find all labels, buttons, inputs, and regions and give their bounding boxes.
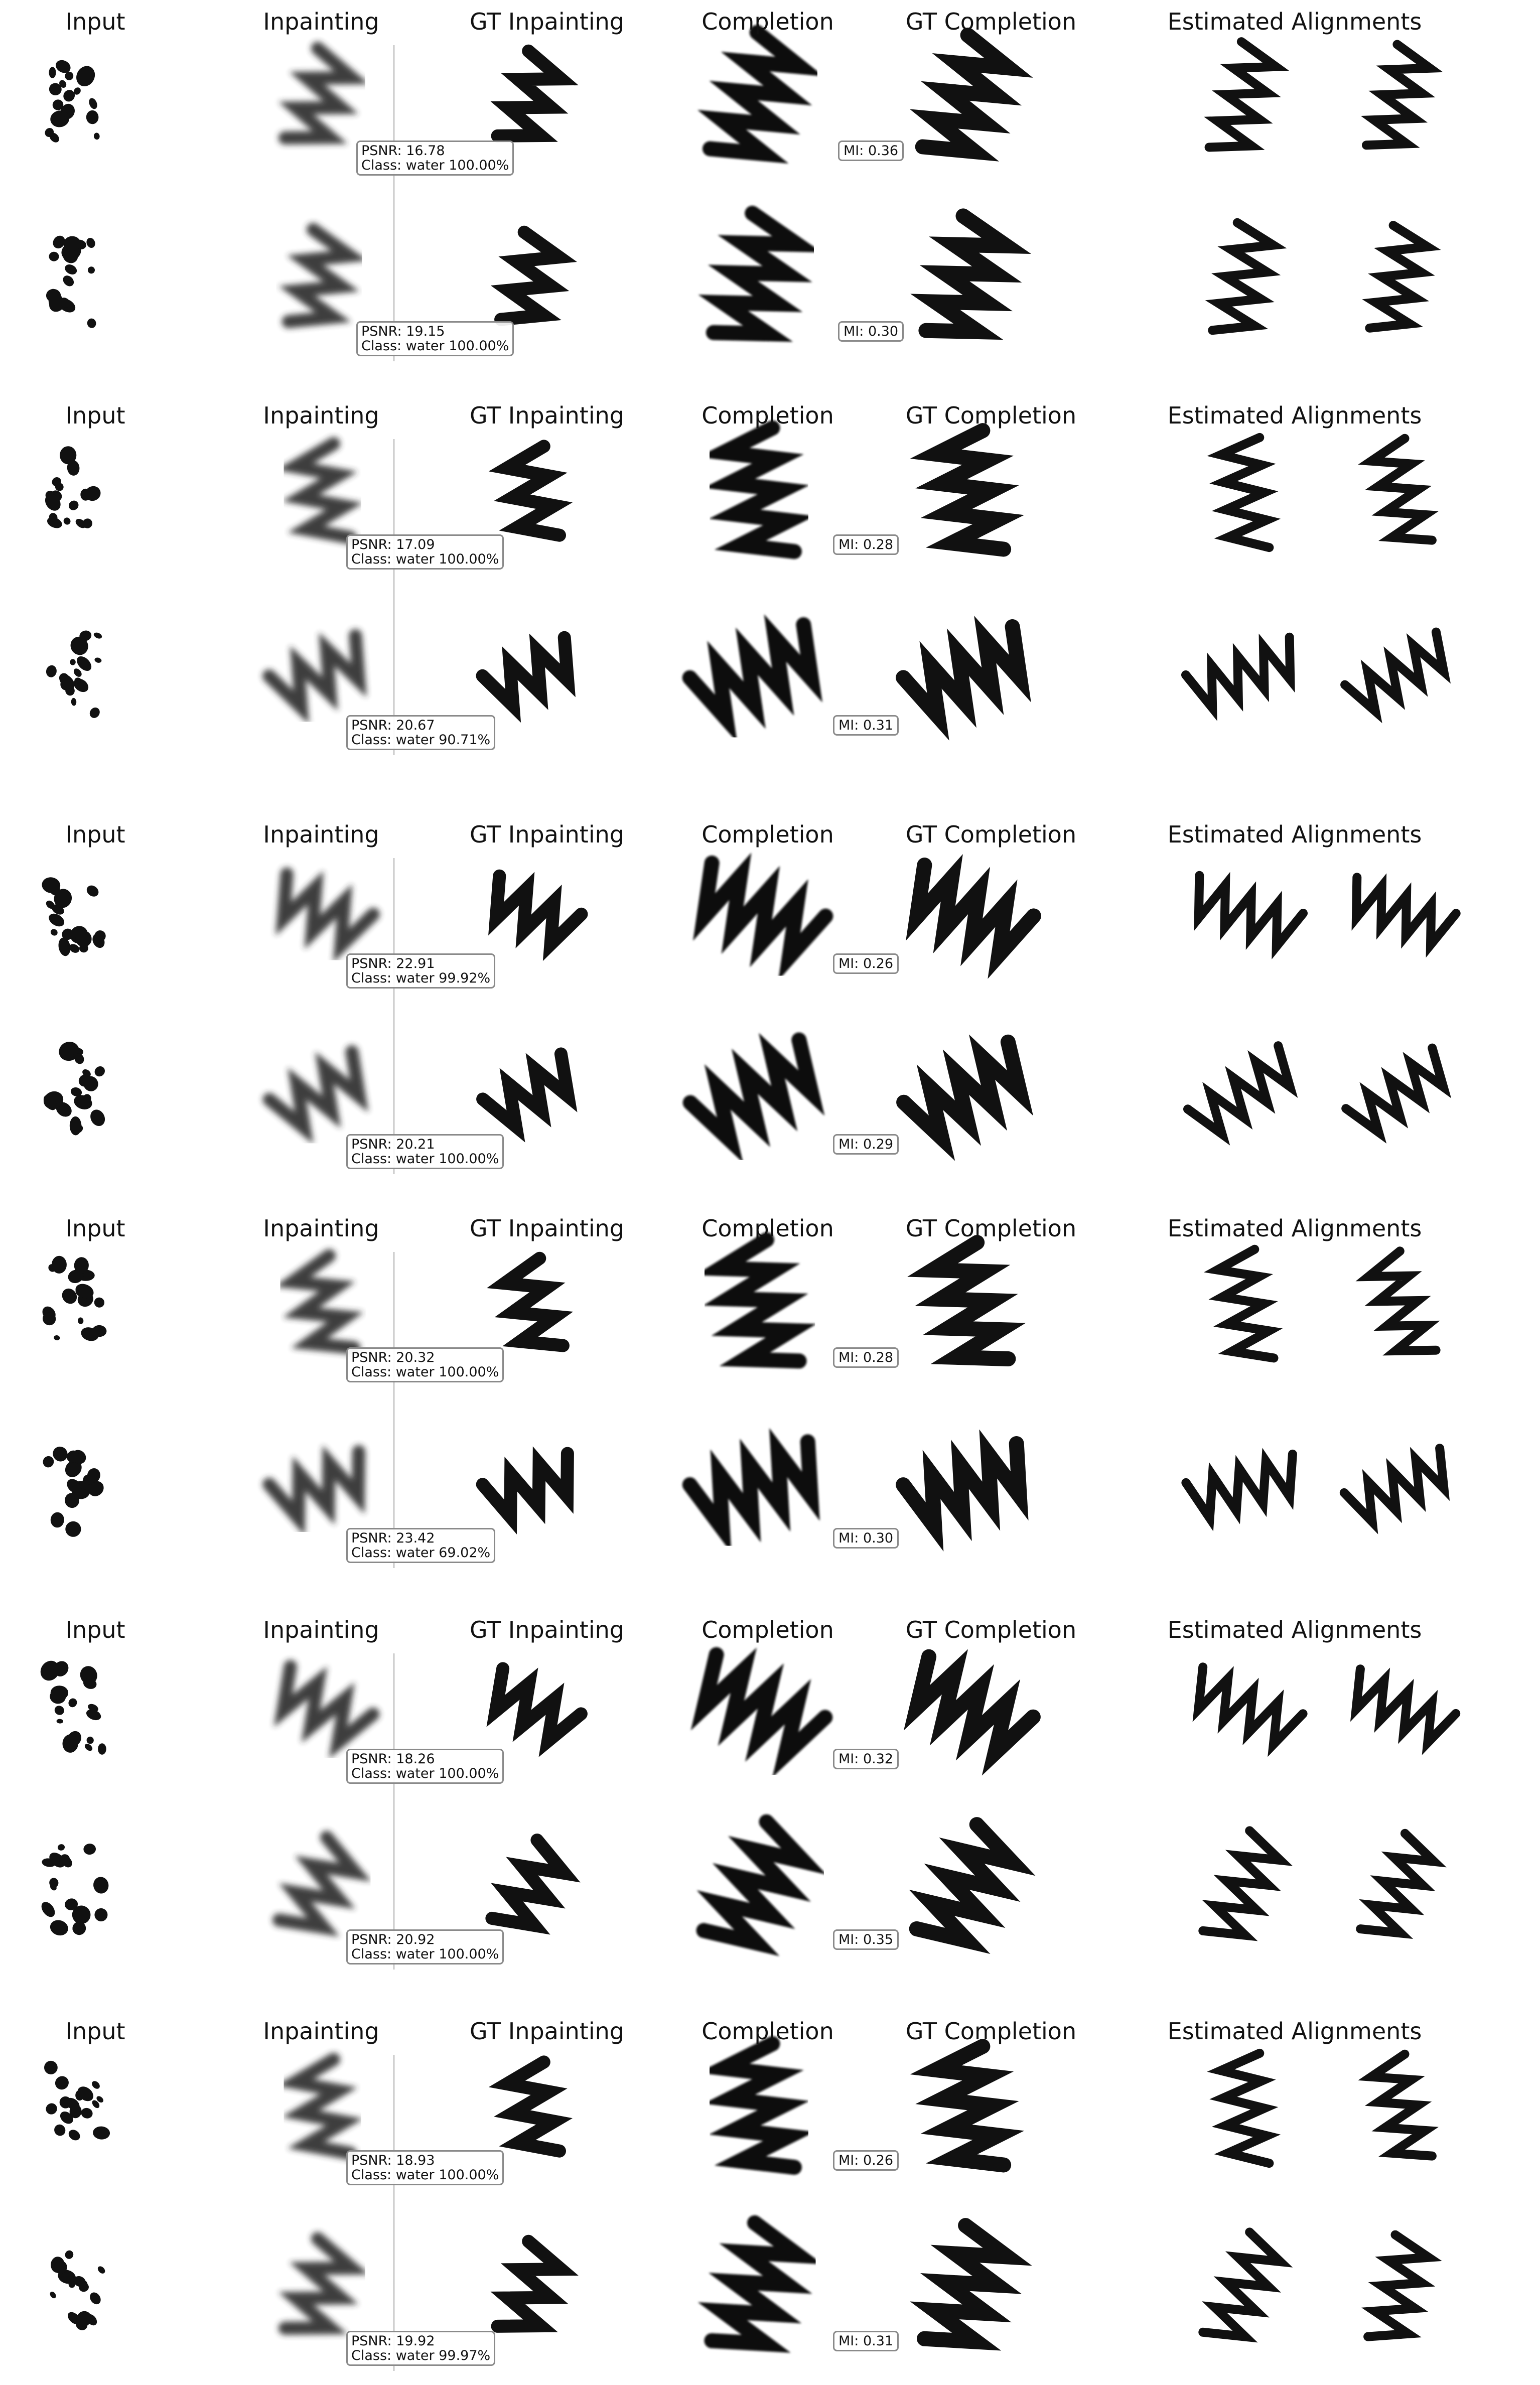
psnr-class-label: [346, 1929, 504, 1965]
gt-completion-shape: [917, 1825, 1013, 1941]
psnr-value: PSNR: 18.93: [351, 2153, 435, 2168]
inpainting-shape: [289, 229, 350, 322]
completion-shape: [704, 1822, 804, 1943]
heading-input: Input: [65, 402, 125, 429]
psnr-value: PSNR: 20.67: [351, 718, 435, 733]
class-value: Class: water 99.97%: [351, 2348, 491, 2364]
alignment-overlay: [1371, 439, 1432, 540]
input-fragments: [42, 446, 103, 530]
psnr-class-label: [346, 2150, 504, 2185]
heading-inpainting: Inpainting: [263, 1616, 379, 1643]
psnr-value: PSNR: 20.32: [351, 1350, 435, 1365]
mi-label: [833, 1749, 899, 1769]
alignment-overlay: [1217, 1249, 1274, 1358]
alignment-overlay: [1186, 1454, 1293, 1518]
gt-completion-shape: [903, 1444, 1020, 1527]
alignment-overlay: [1369, 225, 1427, 328]
mi-value: MI: 0.28: [838, 537, 894, 552]
completion-shape: [704, 1655, 825, 1755]
mi-label: [833, 715, 899, 736]
mi-label: [838, 321, 904, 342]
heading-gt-completion: GT Completion: [905, 402, 1077, 429]
heading-gt-completion: GT Completion: [905, 8, 1077, 35]
inpainting-shape: [284, 874, 373, 946]
heading-gt-completion: GT Completion: [905, 2018, 1077, 2045]
inpainting-shape: [269, 1052, 359, 1128]
heading-gt-completion: GT Completion: [905, 821, 1077, 848]
completion-shape: [724, 2044, 794, 2167]
psnr-value: PSNR: 16.78: [361, 143, 445, 159]
heading-input: Input: [65, 2018, 125, 2045]
gt-inpainting-shape: [492, 1840, 564, 1925]
gt-inpainting-shape: [507, 2062, 559, 2151]
heading-input: Input: [65, 8, 125, 35]
gt-completion-shape: [926, 216, 1006, 332]
completion-shape: [690, 1442, 811, 1528]
heading-completion: Completion: [702, 821, 834, 848]
class-value: Class: water 100.00%: [361, 338, 509, 354]
completion-shape: [690, 625, 811, 719]
psnr-value: PSNR: 20.21: [351, 1137, 435, 1152]
input-fragments: [37, 1657, 106, 1754]
inpainting-shape: [279, 1838, 355, 1927]
gt-inpainting-shape: [496, 876, 582, 944]
psnr-value: PSNR: 22.91: [351, 956, 435, 971]
heading-input: Input: [65, 1215, 125, 1242]
gt-inpainting-shape: [483, 1454, 568, 1517]
psnr-class-label: [346, 1134, 504, 1169]
input-fragments: [39, 1843, 110, 1937]
psnr-value: PSNR: 18.26: [351, 1751, 435, 1767]
class-value: Class: water 100.00%: [351, 1151, 499, 1167]
alignment-overlay: [1212, 223, 1273, 330]
alignment-overlay: [1346, 1048, 1443, 1133]
alignment-overlay: [1356, 877, 1456, 944]
completion-shape: [704, 863, 825, 957]
heading-gt-completion: GT Completion: [905, 1616, 1077, 1643]
heading-alignments: Estimated Alignments: [1167, 402, 1422, 429]
alignment-overlay: [1345, 632, 1444, 712]
heading-alignments: Estimated Alignments: [1167, 821, 1422, 848]
mi-label: [833, 1929, 899, 1950]
gt-completion-shape: [936, 431, 1004, 549]
heading-alignments: Estimated Alignments: [1167, 1616, 1422, 1643]
psnr-class-label: [356, 141, 514, 176]
alignment-overlay: [1371, 2054, 1432, 2156]
gt-completion-shape: [923, 35, 1009, 152]
class-value: Class: water 100.00%: [351, 1364, 499, 1380]
gt-inpainting-shape: [505, 1258, 563, 1346]
input-fragments: [49, 2249, 106, 2333]
psnr-class-label: [346, 1749, 504, 1784]
alignment-overlay: [1368, 1251, 1436, 1351]
heading-input: Input: [65, 821, 125, 848]
psnr-value: PSNR: 23.42: [351, 1530, 435, 1546]
alignment-overlay: [1199, 876, 1303, 946]
psnr-class-label: [346, 715, 495, 750]
mi-label: [833, 2150, 899, 2171]
heading-input: Input: [65, 1616, 125, 1643]
heading-inpainting: Inpainting: [263, 8, 379, 35]
alignment-overlay: [1360, 1834, 1434, 1933]
alignment-overlay: [1221, 438, 1269, 547]
heading-inpainting: Inpainting: [263, 402, 379, 429]
class-value: Class: water 100.00%: [351, 1946, 499, 1962]
gt-completion-shape: [917, 865, 1034, 955]
heading-gt-inpainting: GT Inpainting: [470, 402, 624, 429]
mi-label: [833, 534, 899, 555]
gt-completion-shape: [904, 1042, 1020, 1139]
gt-inpainting-shape: [496, 1668, 581, 1741]
mi-label: [833, 1528, 899, 1549]
gt-inpainting-shape: [501, 232, 559, 320]
inpainting-shape: [269, 636, 359, 708]
alignment-overlay: [1356, 1669, 1456, 1743]
class-value: Class: water 100.00%: [351, 1766, 499, 1782]
heading-gt-inpainting: GT Inpainting: [470, 8, 624, 35]
alignment-overlay: [1344, 1448, 1444, 1522]
heading-completion: Completion: [702, 1215, 834, 1242]
completion-shape: [710, 33, 799, 154]
psnr-value: PSNR: 20.92: [351, 1932, 435, 1947]
mi-label: [833, 1134, 899, 1155]
mi-value: MI: 0.31: [838, 2333, 894, 2349]
gt-completion-shape: [917, 1657, 1033, 1753]
gt-inpainting-shape: [498, 2241, 562, 2326]
alignment-overlay: [1209, 42, 1276, 147]
mi-label: [833, 953, 899, 974]
class-value: Class: water 100.00%: [361, 158, 509, 174]
psnr-class-label: [346, 2331, 495, 2366]
psnr-class-label: [346, 953, 495, 989]
completion-shape: [724, 428, 794, 551]
psnr-class-label: [356, 321, 514, 356]
mi-value: MI: 0.29: [838, 1137, 894, 1152]
heading-gt-inpainting: GT Inpainting: [470, 1215, 624, 1242]
input-fragments: [43, 2059, 110, 2143]
gt-completion-shape: [924, 2225, 1008, 2342]
psnr-class-label: [346, 1347, 504, 1382]
heading-completion: Completion: [702, 1616, 834, 1643]
input-fragments: [40, 1256, 107, 1343]
class-value: Class: water 69.02%: [351, 1545, 491, 1561]
alignment-overlay: [1203, 1831, 1280, 1935]
heading-alignments: Estimated Alignments: [1167, 8, 1422, 35]
psnr-value: PSNR: 19.15: [361, 324, 445, 339]
completion-shape: [690, 1040, 812, 1140]
gt-inpainting-shape: [483, 638, 568, 706]
psnr-value: PSNR: 19.92: [351, 2333, 435, 2349]
gt-completion-shape: [936, 2046, 1004, 2165]
mi-value: MI: 0.26: [838, 956, 894, 971]
class-value: Class: water 90.71%: [351, 732, 491, 748]
heading-alignments: Estimated Alignments: [1167, 2018, 1422, 2045]
heading-gt-inpainting: GT Inpainting: [470, 1616, 624, 1643]
mi-value: MI: 0.31: [838, 718, 894, 733]
mi-value: MI: 0.36: [844, 143, 899, 159]
heading-gt-inpainting: GT Inpainting: [470, 2018, 624, 2045]
mi-value: MI: 0.30: [844, 324, 899, 339]
gt-inpainting-shape: [498, 51, 562, 136]
inpainting-shape: [295, 444, 350, 537]
psnr-class-label: [346, 1528, 495, 1563]
gt-inpainting-shape: [483, 1054, 568, 1126]
mi-label: [833, 1347, 899, 1368]
alignment-overlay: [1366, 45, 1430, 146]
mi-value: MI: 0.28: [838, 1350, 894, 1365]
class-value: Class: water 100.00%: [351, 551, 499, 568]
gt-completion-shape: [903, 627, 1020, 717]
psnr-class-label: [346, 534, 504, 570]
class-value: Class: water 99.92%: [351, 970, 491, 987]
heading-completion: Completion: [702, 402, 834, 429]
heading-inpainting: Inpainting: [263, 821, 379, 848]
heading-completion: Completion: [702, 8, 834, 35]
inpainting-shape: [293, 1255, 354, 1348]
inpainting-shape: [269, 1452, 359, 1518]
heading-inpainting: Inpainting: [263, 1215, 379, 1242]
inpainting-shape: [283, 1666, 373, 1743]
input-fragments: [45, 629, 103, 720]
completion-shape: [721, 1240, 799, 1361]
heading-inpainting: Inpainting: [263, 2018, 379, 2045]
gt-inpainting-shape: [507, 446, 559, 535]
input-fragments: [46, 233, 97, 329]
alignment-overlay: [1188, 1046, 1290, 1134]
completion-shape: [714, 213, 797, 334]
mi-value: MI: 0.35: [838, 1932, 894, 1947]
alignment-overlay: [1221, 2053, 1269, 2163]
mi-value: MI: 0.32: [838, 1751, 894, 1767]
class-value: Class: water 100.00%: [351, 2167, 499, 2183]
inpainting-shape: [285, 48, 352, 138]
heading-completion: Completion: [702, 2018, 834, 2045]
alignment-overlay: [1368, 2235, 1429, 2337]
mi-value: MI: 0.30: [838, 1530, 894, 1546]
psnr-value: PSNR: 17.09: [351, 537, 435, 552]
heading-gt-completion: GT Completion: [905, 1215, 1077, 1242]
mi-value: MI: 0.26: [838, 2153, 894, 2168]
alignment-overlay: [1198, 1667, 1303, 1744]
heading-gt-inpainting: GT Inpainting: [470, 821, 624, 848]
input-fragments: [41, 876, 107, 957]
gt-completion-shape: [932, 1242, 1008, 1359]
input-fragments: [41, 1039, 108, 1136]
inpainting-shape: [285, 2238, 352, 2328]
input-fragments: [43, 58, 100, 145]
mi-label: [838, 141, 904, 161]
input-fragments: [41, 1444, 107, 1538]
completion-shape: [712, 2223, 798, 2344]
mi-label: [833, 2331, 899, 2351]
alignment-overlay: [1203, 2232, 1280, 2336]
alignment-overlay: [1186, 637, 1290, 708]
heading-alignments: Estimated Alignments: [1167, 1215, 1422, 1242]
inpainting-shape: [295, 2059, 350, 2153]
